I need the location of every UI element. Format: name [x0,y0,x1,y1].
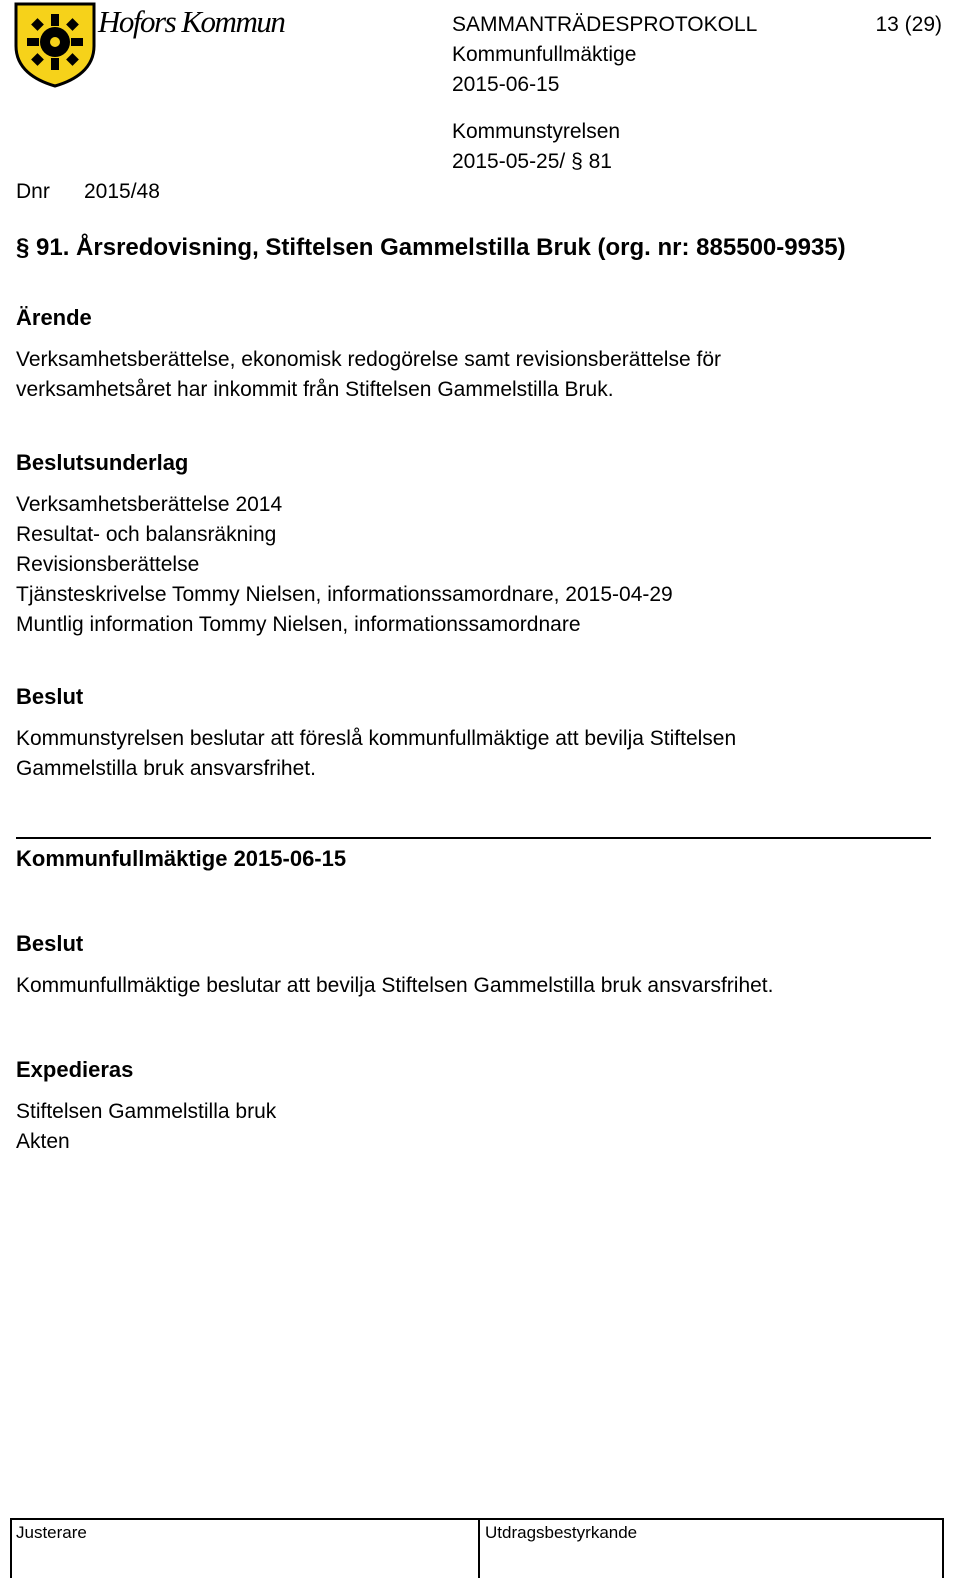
arende-line: Verksamhetsberättelse, ekonomisk redogörelse samt revisionsberättelse för [16,348,721,371]
beslutsunderlag-item: Tjänsteskrivelse Tommy Nielsen, informationssamordnare, 2015-04-29 [16,583,673,606]
footer-right-border [942,1518,944,1578]
beslutsunderlag-item: Resultat- och balansräkning [16,523,277,546]
page-number: 13 (29) [875,13,942,36]
item-title: § 91. Årsredovisning, Stiftelsen Gammelstilla Bruk (org. nr: 885500-9935) [16,234,846,261]
prior-reference: 2015-05-25/ § 81 [452,150,612,173]
beslutsunderlag-item: Revisionsberättelse [16,553,200,576]
footer-middle-border [478,1518,480,1578]
meeting-body: Kommunfullmäktige [452,43,637,66]
dnr-value: 2015/48 [84,180,160,203]
ks-beslut-line: Gammelstilla bruk ansvarsfrihet. [16,757,316,780]
prior-body: Kommunstyrelsen [452,120,621,143]
utdragsbestyrkande-label: Utdragsbestyrkande [485,1523,638,1542]
dnr-label: Dnr [16,180,50,203]
ks-beslut-heading: Beslut [16,684,84,709]
justerare-label: Justerare [16,1523,87,1542]
beslutsunderlag-item: Verksamhetsberättelse 2014 [16,493,283,516]
footer-top-rule [10,1518,944,1520]
kf-section-heading: Kommunfullmäktige 2015-06-15 [16,846,347,871]
ks-beslut-line: Kommunstyrelsen beslutar att föreslå kommunfullmäktige att bevilja Stiftelsen [16,727,737,750]
arende-line: verksamhetsåret har inkommit från Stiftelsen Gammelstilla Bruk. [16,378,614,401]
meeting-date: 2015-06-15 [452,73,560,96]
arende-heading: Ärende [16,305,92,330]
expedieras-item: Akten [16,1130,70,1153]
kf-beslut-text: Kommunfullmäktige beslutar att bevilja Stiftelsen Gammelstilla bruk ansvarsfrihet. [16,974,774,997]
section-divider [16,837,931,839]
footer-left-border [10,1518,12,1578]
beslutsunderlag-item: Muntlig information Tommy Nielsen, informationssamordnare [16,613,581,636]
municipal-coat-of-arms [14,2,96,93]
expedieras-item: Stiftelsen Gammelstilla bruk [16,1100,277,1123]
expedieras-heading: Expedieras [16,1057,134,1082]
protocol-type: SAMMANTRÄDESPROTOKOLL [452,13,758,36]
kf-beslut-heading: Beslut [16,931,84,956]
org-name: Hofors Kommun [98,4,285,39]
beslutsunderlag-heading: Beslutsunderlag [16,450,189,475]
